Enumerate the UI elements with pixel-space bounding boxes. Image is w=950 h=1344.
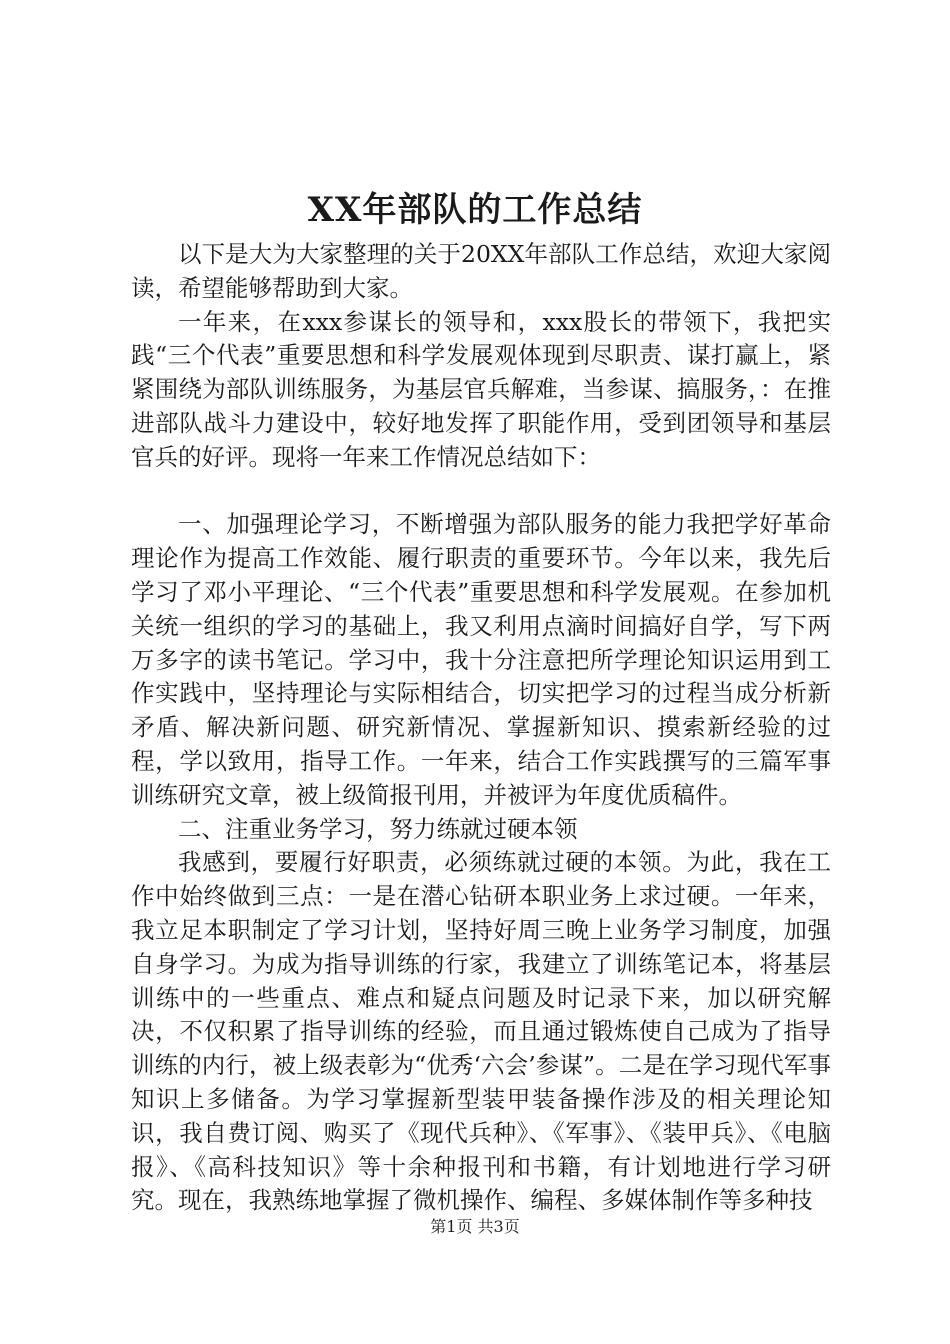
section-heading-business-study: 二、注重业务学习，努力练就过硬本领 bbox=[178, 814, 578, 843]
paragraph-intro: 以下是大为大家整理的关于20XX年部队工作总结，欢迎大家阅读，希望能够帮助到大家。 bbox=[131, 240, 831, 302]
page-footer: 第1页 共3页 bbox=[430, 1217, 520, 1236]
paragraph-overview: 一年来，在xxx参谋长的领导和，xxx股长的带领下，我把实践“三个代表”重要思想和科学发展观体现到尽职责、谋打赢上，紧紧围绕为部队训练服务，为基层官兵解难，当参谋、搞服务，：在推进部队战斗力建设中，较好地发挥了职能作用，受到团领导和基层官兵的好评。现将一年来工作情况总结如下： bbox=[131, 307, 831, 471]
document-title: XX年部队的工作总结 bbox=[307, 190, 643, 230]
paragraph-theory-study: 一、加强理论学习，不断增强为部队服务的能力我把学好革命理论作为提高工作效能、履行职责的重要环节。今年以来，我先后学习了邓小平理论、“三个代表”重要思想和科学发展观。在参加机关统一组织的学习的基础上，我又利用点滴时间搞好自学，写下两万多字的读书笔记。学习中，我十分注意把所学理论知识运用到工作实践中，坚持理论与实际相结合，切实把学习的过程当成分析新矛盾、解决新问题、研究新情况、掌握新知识、摸索新经验的过程，学以致用，指导工作。一年来，结合工作实践撰写的三篇军事训练研究文章，被上级简报刊用，并被评为年度优质稿件。 bbox=[131, 510, 831, 809]
document-body bbox=[131, 238, 831, 1218]
paragraph-business-study: 我感到，要履行好职责，必须练就过硬的本领。为此，我在工作中始终做到三点：一是在潜心钻研本职业务上求过硬。一年来，我立足本职制定了学习计划，坚持好周三晚上业务学习制度，加强自身学习。为成为指导训练的行家，我建立了训练笔记本，将基层训练中的一些重点、难点和疑点问题及时记录下来，加以研究解决，不仅积累了指导训练的经验，而且通过锻炼使自己成为了指导训练的内行，被上级表彰为“优秀‘六会’参谋”。二是在学习现代军事知识上多储备。为学习掌握新型装甲装备操作涉及的相关理论知识，我自费订阅、购买了《现代兵种》、《军事》、《装甲兵》、《电脑报》、《高科技知识》等十余种报刊和书籍，有计划地进行学习研究。现在，我熟练地掌握了微机操作、编程、多媒体制作等多种技 bbox=[131, 848, 831, 1215]
